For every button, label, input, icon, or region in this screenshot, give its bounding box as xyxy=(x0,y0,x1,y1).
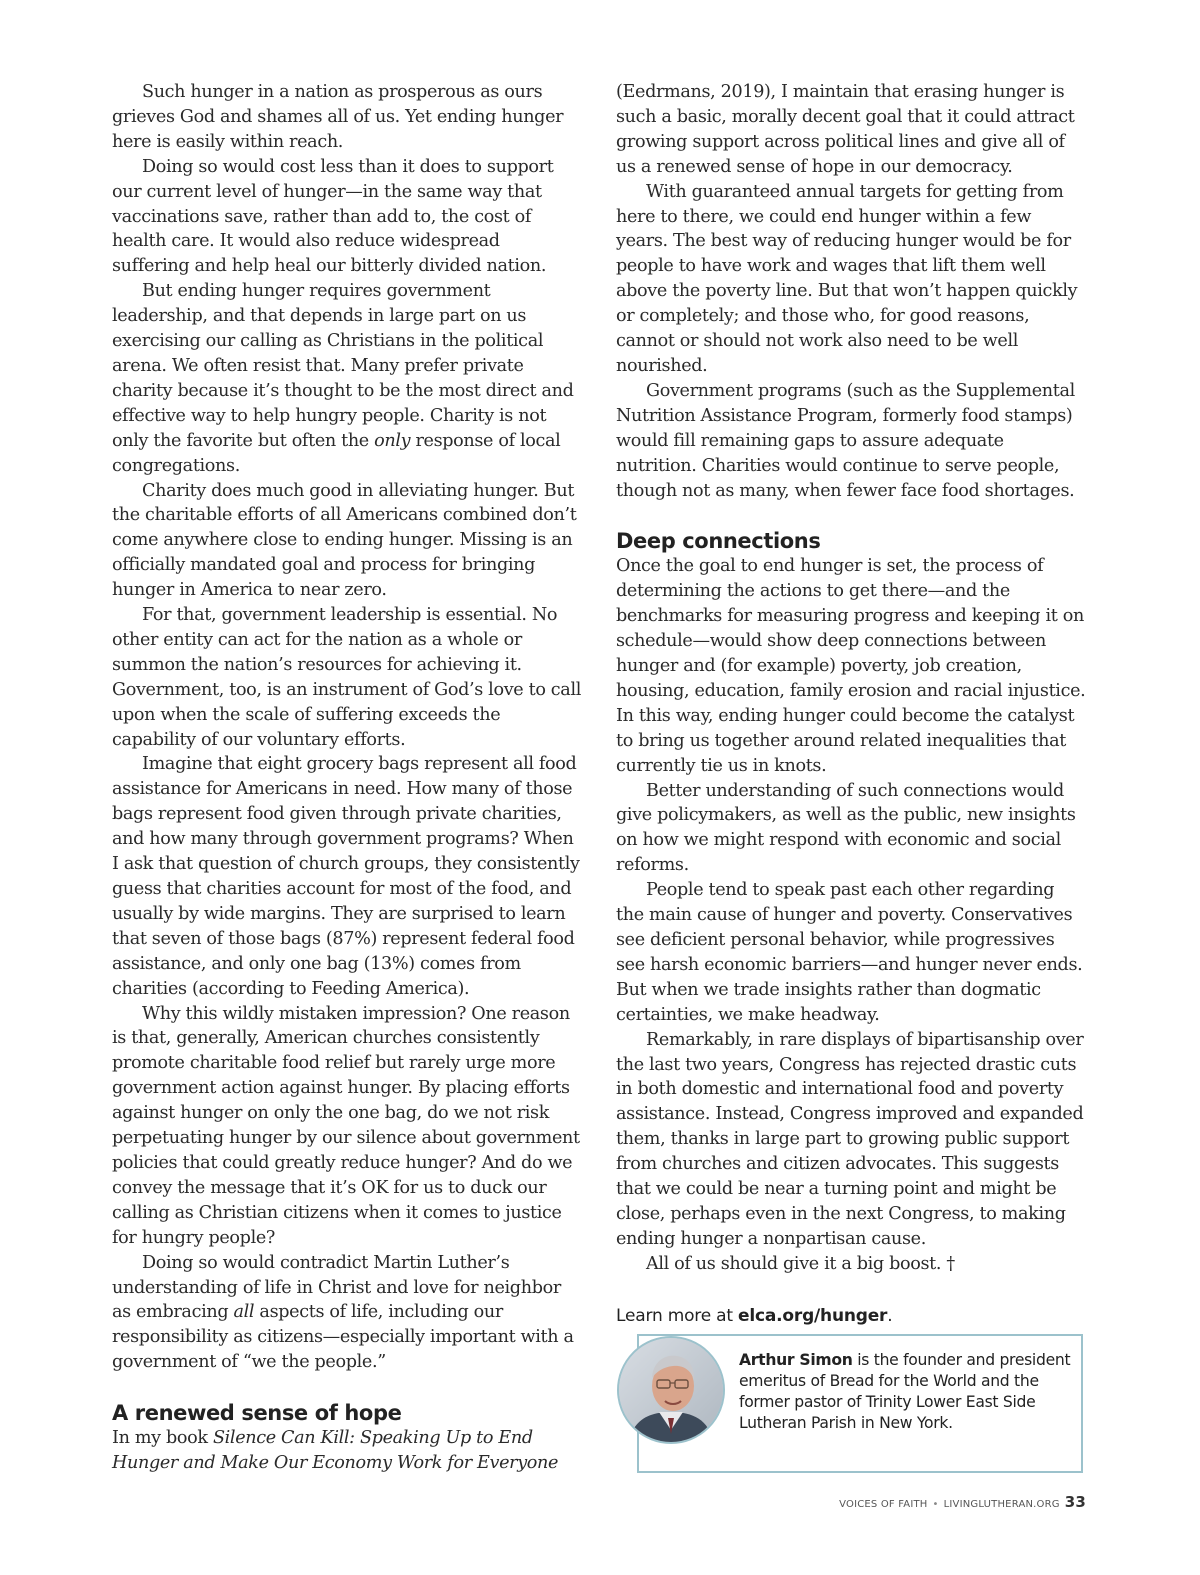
paragraph: Why this wildly mistaken impression? One reason is that, generally, American churches consistently promote charitable food relief but rarely urge more government action against hunger. By placing efforts against hunger on only the one bag, do we not risk perpetuating hunger by our silence about government policies that could greatly reduce hunger? And do we convey the message that it’s OK for us to duck our calling as Christian citizens when it comes to justice for hungry people? xyxy=(112,1003,580,1248)
paragraph: Charity does much good in alleviating hunger. But the charitable efforts of all Americans combined don’t come anywhere close to ending hunger. Missing is an officially mandated goal and process for bringing hunger in America to near zero. xyxy=(112,480,577,601)
footer-site: LIVINGLUTHERAN.ORG xyxy=(943,1499,1060,1510)
paragraph: Doing so would cost less than it does to support our current level of hunger—in the same way that vaccinations save, rather than add to, the cost of health care. It would also reduce widespread suffering and help heal our bitterly divided nation. xyxy=(112,156,554,277)
paragraph: All of us should give it a big boost. † xyxy=(646,1253,955,1274)
paragraph-text: response of local congregations. xyxy=(112,430,561,476)
section-heading: A renewed sense of hope xyxy=(112,1401,402,1426)
paragraph: For that, government leadership is essential. No other entity can act for the nation as a whole or summon the nation’s resources for achieving it. Government, too, is an instrument of God’s love to call upon when the scale of suffering exceeds the capability of our voluntary efforts. xyxy=(112,605,581,750)
paragraph xyxy=(112,1426,582,1476)
paragraph-text: Doing so would contradict Martin Luther’s understanding of life in Christ and love for neighbor as embracing xyxy=(112,1252,561,1323)
right-column xyxy=(616,80,1086,1329)
emphasis: all xyxy=(233,1302,255,1323)
emphasis: only xyxy=(374,430,411,451)
learn-more-prefix: Learn more at xyxy=(616,1305,739,1326)
author-name: Arthur Simon xyxy=(739,1351,853,1369)
footer-section: VOICES OF FAITH xyxy=(839,1499,928,1510)
author-portrait-image xyxy=(619,1338,723,1442)
section-heading: Deep connections xyxy=(616,529,821,554)
paragraph: Such hunger in a nation as prosperous as ours grieves God and shames all of us. Yet ending hunger here is easily within reach. xyxy=(112,82,564,152)
footer-separator: • xyxy=(932,1499,939,1510)
paragraph: Once the goal to end hunger is set, the process of determining the actions to get there—and the benchmarks for measuring progress and keeping it on schedule—would show deep connections between hunger and (for example) poverty, job creation, housing, education, family erosion and racial injustice. In this way, ending hunger could become the catalyst to bring us together around related inequalities that currently tie us in knots. xyxy=(616,556,1086,776)
author-bio-text: is the founder and president emeritus of Bread for the World and the former pastor of Trinity Lower East Side Lutheran Parish in New York. xyxy=(739,1351,1071,1432)
page-number: 33 xyxy=(1064,1493,1086,1511)
paragraph: Better understanding of such connections would give policymakers, as well as the public, new insights on how we might respond with economic and social reforms. xyxy=(616,780,1076,876)
paragraph-text: But ending hunger requires government leadership, and that depends in large part on us exercising our calling as Christians in the political arena. We often resist that. Many prefer private charity because it’s thought to be the most direct and effective way to help hungry people. Charity is not only the favorite but often the xyxy=(112,281,574,451)
paragraph: Imagine that eight grocery bags represent all food assistance for Americans in need. How many of those bags represent food given through private charities, and how many through government programs? When I ask that question of church groups, they consistently guess that charities account for most of the food, and usually by wide margins. They are surprised to learn that seven of those bags (87%) represent federal food assistance, and only one bag (13%) comes from charities (according to Feeding America). xyxy=(112,754,580,999)
book-title: Silence Can Kill: Speaking Up to End Hunger and Make Our Economy Work for Everyone xyxy=(112,1428,559,1474)
paragraph xyxy=(112,1251,582,1376)
paragraph: (Eedrmans, 2019), I maintain that erasing hunger is such a basic, morally decent goal that it could attract growing support across political lines and give all of us a renewed sense of hope in our democracy. xyxy=(616,82,1075,177)
author-bio xyxy=(739,1350,1079,1434)
learn-more-link[interactable]: elca.org/hunger xyxy=(738,1305,888,1326)
paragraph: Government programs (such as the Supplemental Nutrition Assistance Program, formerly food stamps) would fill remaining gaps to assure adequate nutrition. Charities would continue to serve people, though not as many, when fewer face food shortages. xyxy=(616,380,1075,501)
paragraph: Remarkably, in rare displays of bipartisanship over the last two years, Congress has rejected drastic cuts in both domestic and international food and poverty assistance. Instead, Congress improved and expanded them, thanks in large part to growing public support from churches and citizen advocates. This suggests that we could be near a turning point and might be close, perhaps even in the next Congress, to making ending hunger a nonpartisan cause. xyxy=(616,1029,1084,1249)
paragraph-text: aspects of life, including our responsibility as citizens—especially important with a government of “we the people.” xyxy=(112,1302,574,1373)
learn-more xyxy=(616,1304,1086,1329)
paragraph xyxy=(112,279,582,478)
paragraph: People tend to speak past each other regarding the main cause of hunger and poverty. Conservatives see deficient personal behavior, while progressives see harsh economic barriers—and hunger never ends. But when we trade insights rather than dogmatic certainties, we make headway. xyxy=(616,880,1083,1025)
paragraph-text: In my book xyxy=(112,1428,213,1449)
author-photo xyxy=(617,1336,725,1444)
left-column xyxy=(112,80,582,1476)
paragraph: With guaranteed annual targets for getting from here to there, we could end hunger within a few years. The best way of reducing hunger would be for people to have work and wages that lift them well above the poverty line. But that won’t happen quickly or completely; and those who, for good reasons, cannot or should not work also need to be well nourished. xyxy=(616,181,1078,376)
page-footer xyxy=(839,1493,1086,1511)
learn-more-suffix: . xyxy=(887,1305,893,1326)
